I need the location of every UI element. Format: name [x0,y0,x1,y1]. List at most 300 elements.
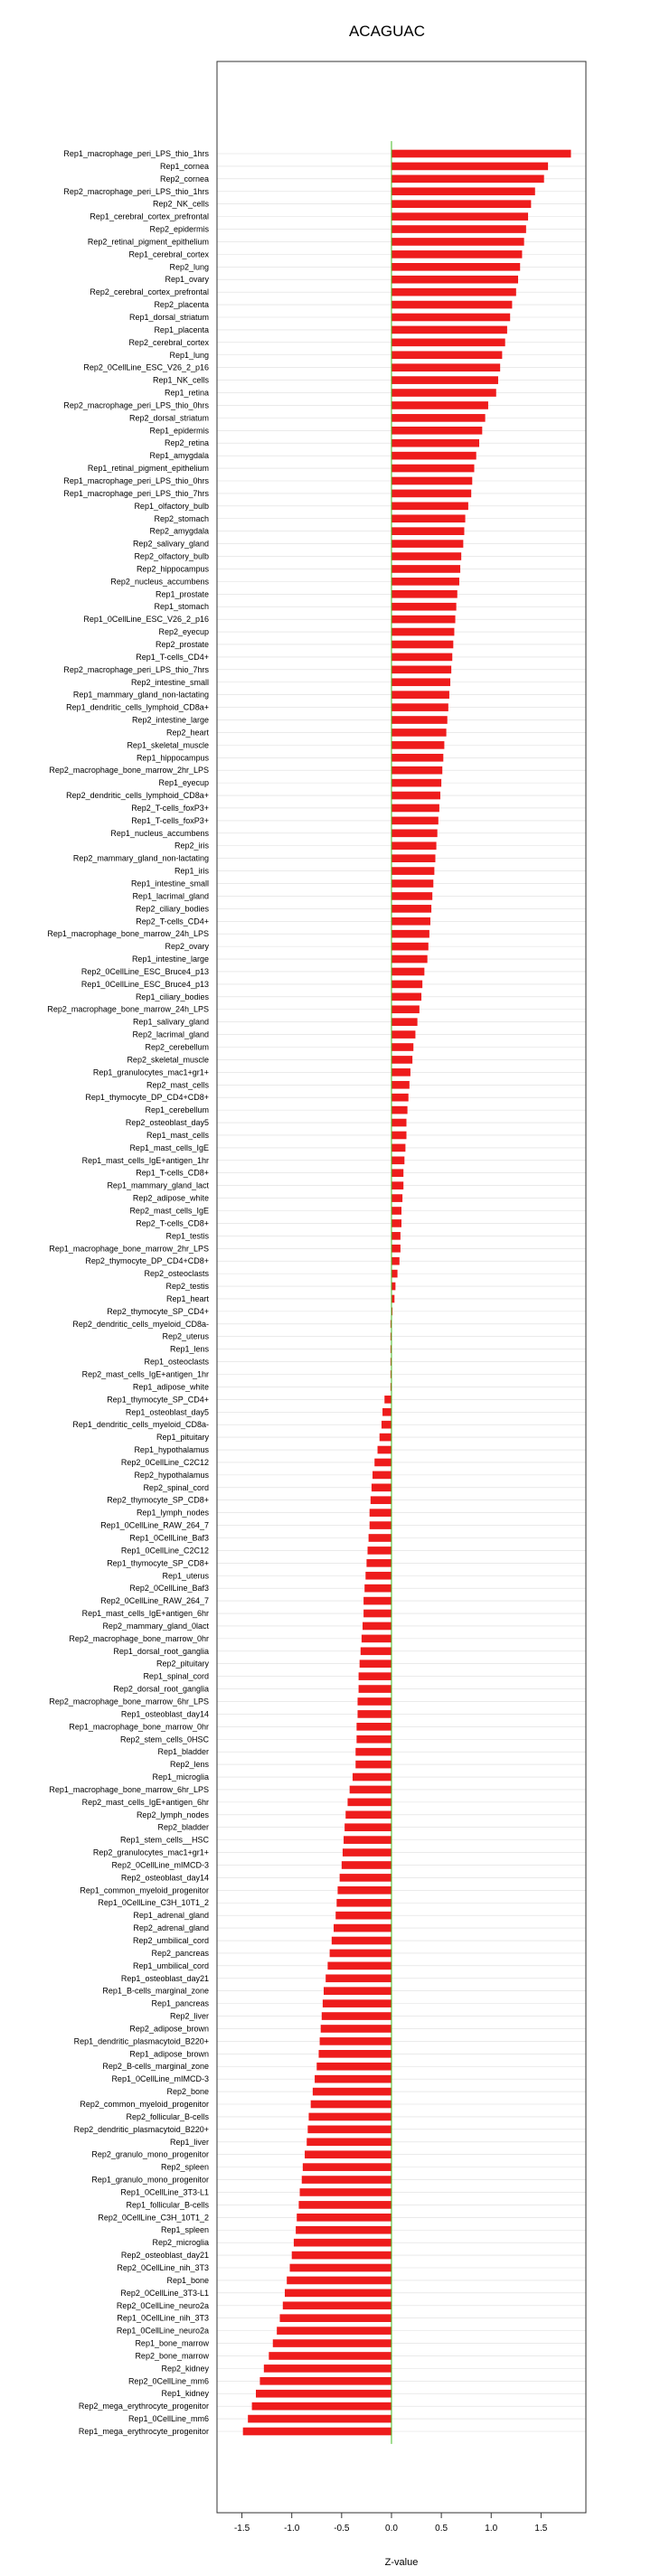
category-label: Rep2_T-cells_foxP3+ [131,803,209,813]
bar [392,514,466,522]
bar [392,905,431,913]
bar [357,1710,391,1718]
category-label: Rep2_0CellLine_Baf3 [129,1584,209,1594]
bar [248,2415,392,2423]
x-tick-label: -0.5 [334,2524,350,2534]
bar [363,1610,392,1618]
x-tick-label: 0.5 [435,2524,448,2534]
category-label: Rep2_osteoblast_day21 [120,2251,209,2261]
category-label: Rep2_iris [174,841,209,851]
bar [392,503,468,511]
bar [298,2201,392,2209]
bar [392,1094,409,1102]
bar [392,741,444,749]
x-tick-label: -1.5 [233,2524,250,2534]
category-label: Rep1_dorsal_striatum [128,312,209,322]
bar [392,187,535,195]
bar [392,867,434,875]
category-label: Rep2_0CellLine_mm6 [127,2376,209,2386]
category-label: Rep1_pancreas [151,1998,209,2008]
category-label: Rep1_osteoblast_day5 [125,1407,209,1417]
bar [392,1030,415,1039]
bar [313,2088,392,2096]
category-label: Rep2_T-cells_CD8+ [136,1218,209,1228]
bar [392,641,453,649]
bar [372,1483,392,1491]
bar [322,2012,392,2020]
category-label: Rep1_spleen [160,2225,209,2235]
bar [392,1207,401,1215]
category-label: Rep2_cerebral_cortex_prefrontal [90,287,209,297]
bar [392,1005,420,1013]
category-label: Rep2_macrophage_peri_LPS_thio_7hrs [63,664,209,674]
bar [392,363,500,371]
category-label: Rep1_skeletal_muscle [127,740,209,750]
bar [392,917,430,926]
bar [305,2150,392,2158]
bar [285,2289,392,2298]
category-label: Rep2_0CellLine_neuro2a [116,2300,209,2310]
bar [392,955,428,964]
bar [243,2428,392,2436]
bar [392,817,439,825]
category-label: Rep2_testis [165,1282,209,1292]
bar [360,1659,392,1668]
category-label: Rep1_B-cells_marginal_zone [102,1986,209,1996]
category-label: Rep1_prostate [155,589,209,599]
bar [343,1848,392,1857]
category-label: Rep2_epidermis [149,224,209,234]
category-label: Rep2_liver [169,2011,209,2021]
category-label: Rep1_hypothalamus [134,1445,209,1455]
category-label: Rep2_intestine_large [131,715,209,725]
category-label: Rep1_spinal_cord [143,1671,209,1681]
category-label: Rep1_common_myeloid_progenitor [80,1885,209,1895]
category-label: Rep2_retina [164,438,209,448]
category-label: Rep2_mast_cells_IgE+antigen_1hr [81,1369,209,1379]
bar [316,2063,392,2071]
category-label: Rep1_dendritic_cells_myeloid_CD8a- [72,1420,209,1430]
bar [392,540,463,548]
bar [392,150,571,158]
category-label: Rep2_lacrimal_gland [132,1029,209,1039]
category-label: Rep2_0CellLine_3T3-L1 [120,2288,209,2298]
category-label: Rep2_lung [169,262,209,272]
category-label: Rep2_0CellLine_C3H_10T1_2 [98,2213,209,2223]
bar [392,439,479,447]
category-label: Rep1_eyecup [158,778,209,788]
category-label: Rep2_eyecup [158,627,209,637]
category-label: Rep2_macrophage_peri_LPS_thio_1hrs [63,186,209,196]
category-label: Rep2_follicular_B-cells [126,2111,209,2121]
bar [392,603,457,611]
category-label: Rep1_mast_cells [146,1130,209,1140]
x-tick-label: 0.0 [385,2524,398,2534]
category-label: Rep2_adrenal_gland [133,1923,209,1933]
bar [392,703,448,711]
bar [287,2277,392,2285]
category-label: Rep2_thymocyte_SP_CD8+ [107,1495,209,1505]
bar [392,314,510,322]
category-label: Rep2_0CellLine_C2C12 [120,1457,209,1467]
category-label: Rep2_bladder [157,1822,209,1832]
bar [392,993,421,1001]
category-label: Rep1_mast_cells_IgE+antigen_6hr [81,1609,209,1619]
bar [392,490,471,498]
bar [392,1119,407,1127]
category-label: Rep2_microglia [152,2238,209,2248]
bar [340,1874,392,1882]
category-label: Rep2_stem_cells_0HSC [119,1735,209,1744]
category-label: Rep1_umbilical_cord [132,1960,209,1970]
bar [336,1899,392,1907]
category-label: Rep2_0CellLine_RAW_264_7 [100,1596,209,1606]
bar [392,351,502,359]
bar [307,2126,392,2134]
bar [362,1635,392,1643]
bar [392,301,512,309]
category-label: Rep2_intestine_small [130,677,209,687]
bar [302,2176,392,2184]
bar [392,1283,395,1291]
bar [283,2301,392,2309]
bar [392,1181,403,1189]
category-label: Rep2_macrophage_bone_marrow_0hr [69,1633,209,1643]
bar [392,339,505,347]
category-label: Rep2_hippocampus [136,564,209,574]
bar [308,2113,392,2121]
bar [392,1081,410,1089]
bar [392,1232,401,1240]
category-label: Rep1_0CellLine_Baf3 [129,1533,209,1543]
category-label: Rep1_mast_cells_IgE [129,1142,209,1152]
category-label: Rep1_mammary_gland_non-lactating [72,690,209,700]
chart-title: ACAGUAC [348,23,426,40]
category-label: Rep1_nucleus_accumbens [110,828,209,838]
bar [382,1408,392,1416]
category-label: Rep1_0CellLine_nih_3T3 [117,2313,209,2323]
category-label: Rep1_lymph_nodes [136,1508,209,1518]
category-label: Rep1_placenta [154,324,209,334]
category-label: Rep1_0CellLine_3T3-L1 [120,2187,209,2197]
category-label: Rep1_macrophage_bone_marrow_24h_LPS [47,929,209,939]
x-axis-label: Z-value [384,2557,419,2568]
bar [392,401,488,409]
category-label: Rep1_cornea [159,161,209,171]
bar [392,830,438,838]
bar [392,225,526,233]
bar [368,1547,392,1555]
bar [392,552,461,560]
category-label: Rep2_heart [165,728,209,738]
bar [392,263,520,271]
category-label: Rep1_macrophage_bone_marrow_0hr [69,1722,209,1732]
bar [378,1446,392,1454]
category-label: Rep2_nucleus_accumbens [110,577,209,587]
category-label: Rep2_lens [169,1760,209,1770]
bar [392,628,454,636]
bar [361,1647,392,1655]
bar [392,1194,402,1202]
category-label: Rep2_adipose_white [132,1193,209,1203]
category-label: Rep1_microglia [152,1772,209,1782]
category-label: Rep1_T-cells_CD8+ [136,1168,209,1178]
bar [315,2075,392,2083]
category-label: Rep1_stem_cells__HSC [119,1835,209,1845]
bar [392,1132,407,1140]
category-label: Rep1_macrophage_peri_LPS_thio_7hrs [63,488,209,498]
category-label: Rep1_adipose_brown [129,2049,209,2059]
bar [380,1434,392,1442]
bar [392,841,437,850]
category-label: Rep1_ovary [165,275,209,285]
category-label: Rep2_macrophage_peri_LPS_thio_0hrs [63,400,209,410]
bar [392,565,460,573]
bar [321,2025,392,2033]
bar [392,766,442,775]
category-label: Rep2_common_myeloid_progenitor [80,2100,209,2110]
category-label: Rep2_ovary [165,942,209,952]
category-label: Rep1_ciliary_bodies [135,992,209,1001]
bar [344,1836,392,1844]
category-label: Rep2_granulocytes_mac1+gr1+ [92,1847,209,1857]
bar [392,930,429,938]
category-label: Rep2_0CellLine_ESC_V26_2_p16 [83,362,209,372]
bar [392,250,522,259]
bar [392,691,449,699]
category-label: Rep1_lens [169,1344,209,1354]
bar [392,716,448,724]
bar [384,1396,392,1404]
bar [330,1950,392,1958]
bar [392,1156,404,1164]
bar [363,1622,392,1631]
bar [289,2264,391,2272]
bar [392,326,507,334]
bar [392,1219,401,1227]
bar [365,1572,392,1580]
bar [392,465,475,473]
category-label: Rep1_0CellLine_mIMCD-3 [111,2074,209,2084]
bar [392,1169,403,1177]
category-label: Rep2_ciliary_bodies [135,904,209,914]
category-label: Rep1_granulocytes_mac1+gr1+ [92,1067,209,1077]
bar [392,1106,408,1114]
category-label: Rep1_lung [169,350,209,360]
category-label: Rep1_follicular_B-cells [126,2200,209,2210]
bar [392,288,516,296]
category-label: Rep2_spleen [160,2162,209,2172]
category-label: Rep1_0CellLine_mm6 [127,2414,209,2424]
category-label: Rep1_0CellLine_ESC_V26_2_p16 [83,615,209,625]
bar [392,792,440,800]
bar [392,1056,412,1064]
category-label: Rep1_olfactory_bulb [134,501,209,511]
category-label: Rep2_0CellLine_nih_3T3 [117,2263,209,2273]
bar [326,1974,392,1982]
category-label: Rep1_heart [165,1293,209,1303]
bar [296,2226,392,2234]
category-label: Rep1_cerebral_cortex_prefrontal [90,212,209,221]
category-label: Rep1_macrophage_peri_LPS_thio_1hrs [63,149,209,158]
category-label: Rep2_0CellLine_mIMCD-3 [111,1860,209,1870]
category-label: Rep1_hippocampus [136,753,209,763]
bar [392,653,452,662]
category-label: Rep2_pancreas [151,1948,209,1958]
bar [292,2252,392,2260]
category-label: Rep2_0CellLine_ESC_Bruce4_p13 [80,966,209,976]
category-label: Rep2_mast_cells_IgE+antigen_6hr [81,1797,209,1807]
category-label: Rep1_dendritic_plasmacytoid_B220+ [73,2036,209,2046]
bar [356,1735,392,1744]
category-label: Rep1_0CellLine_RAW_264_7 [100,1520,209,1530]
category-label: Rep2_thymocyte_SP_CD4+ [107,1306,209,1316]
category-label: Rep1_cerebellum [145,1105,209,1115]
bar [392,1018,418,1026]
bar [392,212,528,221]
category-label: Rep2_lymph_nodes [136,1810,209,1819]
bar [392,968,424,976]
category-label: Rep1_macrophage_peri_LPS_thio_0hrs [63,475,209,485]
bar [359,1685,392,1693]
category-label: Rep2_spinal_cord [143,1482,209,1492]
category-label: Rep1_granulo_mono_progenitor [91,2175,209,2185]
category-label: Rep1_salivary_gland [132,1017,209,1027]
category-label: Rep1_T-cells_CD4+ [136,652,209,662]
category-label: Rep1_bone [166,2275,209,2285]
category-label: Rep1_intestine_small [130,879,209,888]
bar [256,2390,392,2398]
category-label: Rep1_thymocyte_DP_CD4+CD8+ [85,1093,209,1103]
category-label: Rep2_pituitary [156,1659,209,1669]
category-label: Rep1_testis [165,1231,209,1241]
bar [364,1584,392,1593]
category-label: Rep1_pituitary [156,1433,209,1443]
category-label: Rep2_retinal_pigment_epithelium [87,237,209,247]
category-label: Rep2_mammary_gland_non-lactating [72,853,209,863]
bar [359,1672,392,1680]
bar [392,590,458,598]
bar [371,1496,392,1504]
category-label: Rep1_mega_erythrocyte_progenitor [78,2427,209,2436]
category-label: Rep2_hypothalamus [134,1470,209,1480]
category-label: Rep2_dorsal_root_ganglia [113,1684,209,1694]
bar [374,1459,392,1467]
category-label: Rep2_dorsal_striatum [128,413,209,423]
category-label: Rep2_mast_cells [146,1080,209,1090]
bar [392,666,451,674]
category-label: Rep2_mega_erythrocyte_progenitor [78,2402,209,2411]
category-label: Rep1_adrenal_gland [133,1911,209,1921]
bar [350,1786,392,1794]
bar [344,1823,392,1831]
category-label: Rep2_cornea [159,174,209,183]
category-label: Rep2_placenta [154,300,209,310]
category-label: Rep2_mammary_gland_0lact [102,1621,209,1631]
category-label: Rep2_cerebral_cortex [128,337,209,347]
category-label: Rep2_dendritic_cells_lymphoid_CD8a+ [66,791,209,801]
bar [297,2214,392,2222]
category-label: Rep1_mammary_gland_lact [107,1180,209,1190]
bar [392,527,464,535]
category-label: Rep2_NK_cells [152,199,209,209]
bar [334,1924,392,1932]
category-label: Rep1_osteoclasts [144,1357,209,1367]
x-tick-label: -1.0 [284,2524,300,2534]
category-label: Rep2_dendritic_cells_myeloid_CD8a- [72,1319,209,1329]
bar [392,452,476,460]
category-label: Rep2_cerebellum [145,1042,209,1052]
category-label: Rep1_0CellLine_C2C12 [120,1546,209,1556]
category-label: Rep1_thymocyte_SP_CD4+ [107,1395,209,1405]
bar [382,1421,392,1429]
bar [356,1723,392,1731]
bar [392,754,443,762]
category-label: Rep1_cerebral_cortex [128,249,209,259]
category-label: Rep2_uterus [162,1331,209,1341]
bar [327,1962,392,1970]
bar [392,578,459,586]
bar [392,729,447,737]
category-label: Rep2_granulo_mono_progenitor [91,2149,209,2159]
bar [366,1559,392,1567]
category-label: Rep2_amygdala [149,526,209,536]
bar [392,1068,410,1076]
bar [355,1748,392,1756]
bar [300,2188,392,2196]
category-label: Rep1_stomach [154,602,209,612]
category-label: Rep2_dendritic_plasmacytoid_B220+ [73,2124,209,2134]
category-label: Rep1_amygdala [149,451,209,461]
bar [392,477,472,485]
bar [252,2402,392,2411]
category-label: Rep1_bone_marrow [135,2338,209,2348]
bar [392,1270,398,1278]
bar [311,2101,392,2109]
bar [370,1509,392,1517]
category-label: Rep1_dendritic_cells_lymphoid_CD8a+ [66,702,209,712]
category-label: Rep1_iris [174,866,209,876]
bar [269,2352,392,2360]
category-label: Rep2_thymocyte_DP_CD4+CD8+ [85,1256,209,1266]
bar [357,1697,391,1706]
category-label: Rep2_macrophage_bone_marrow_2hr_LPS [49,766,209,776]
bar [318,2050,391,2058]
bar [392,427,482,435]
bar [307,2138,392,2146]
bar [373,1471,392,1480]
category-label: Rep2_macrophage_bone_marrow_6hr_LPS [49,1697,209,1706]
bar [259,2377,392,2385]
bar [353,1773,392,1782]
bar [392,616,456,624]
category-label: Rep2_B-cells_marginal_zone [102,2062,209,2072]
category-label: Rep2_skeletal_muscle [127,1055,209,1065]
category-label: Rep2_umbilical_cord [132,1936,209,1946]
bar [392,414,486,422]
category-label: Rep1_kidney [161,2389,209,2399]
bar [392,376,498,384]
category-label: Rep1_T-cells_foxP3+ [131,815,209,825]
category-label: Rep1_osteoblast_day14 [120,1709,209,1719]
bar [347,1799,392,1807]
category-label: Rep1_0CellLine_neuro2a [116,2326,209,2336]
category-label: Rep1_osteoblast_day21 [120,1973,209,1983]
category-label: Rep1_epidermis [149,426,209,436]
bar [392,238,524,246]
bar [355,1761,392,1769]
bar [273,2339,392,2347]
